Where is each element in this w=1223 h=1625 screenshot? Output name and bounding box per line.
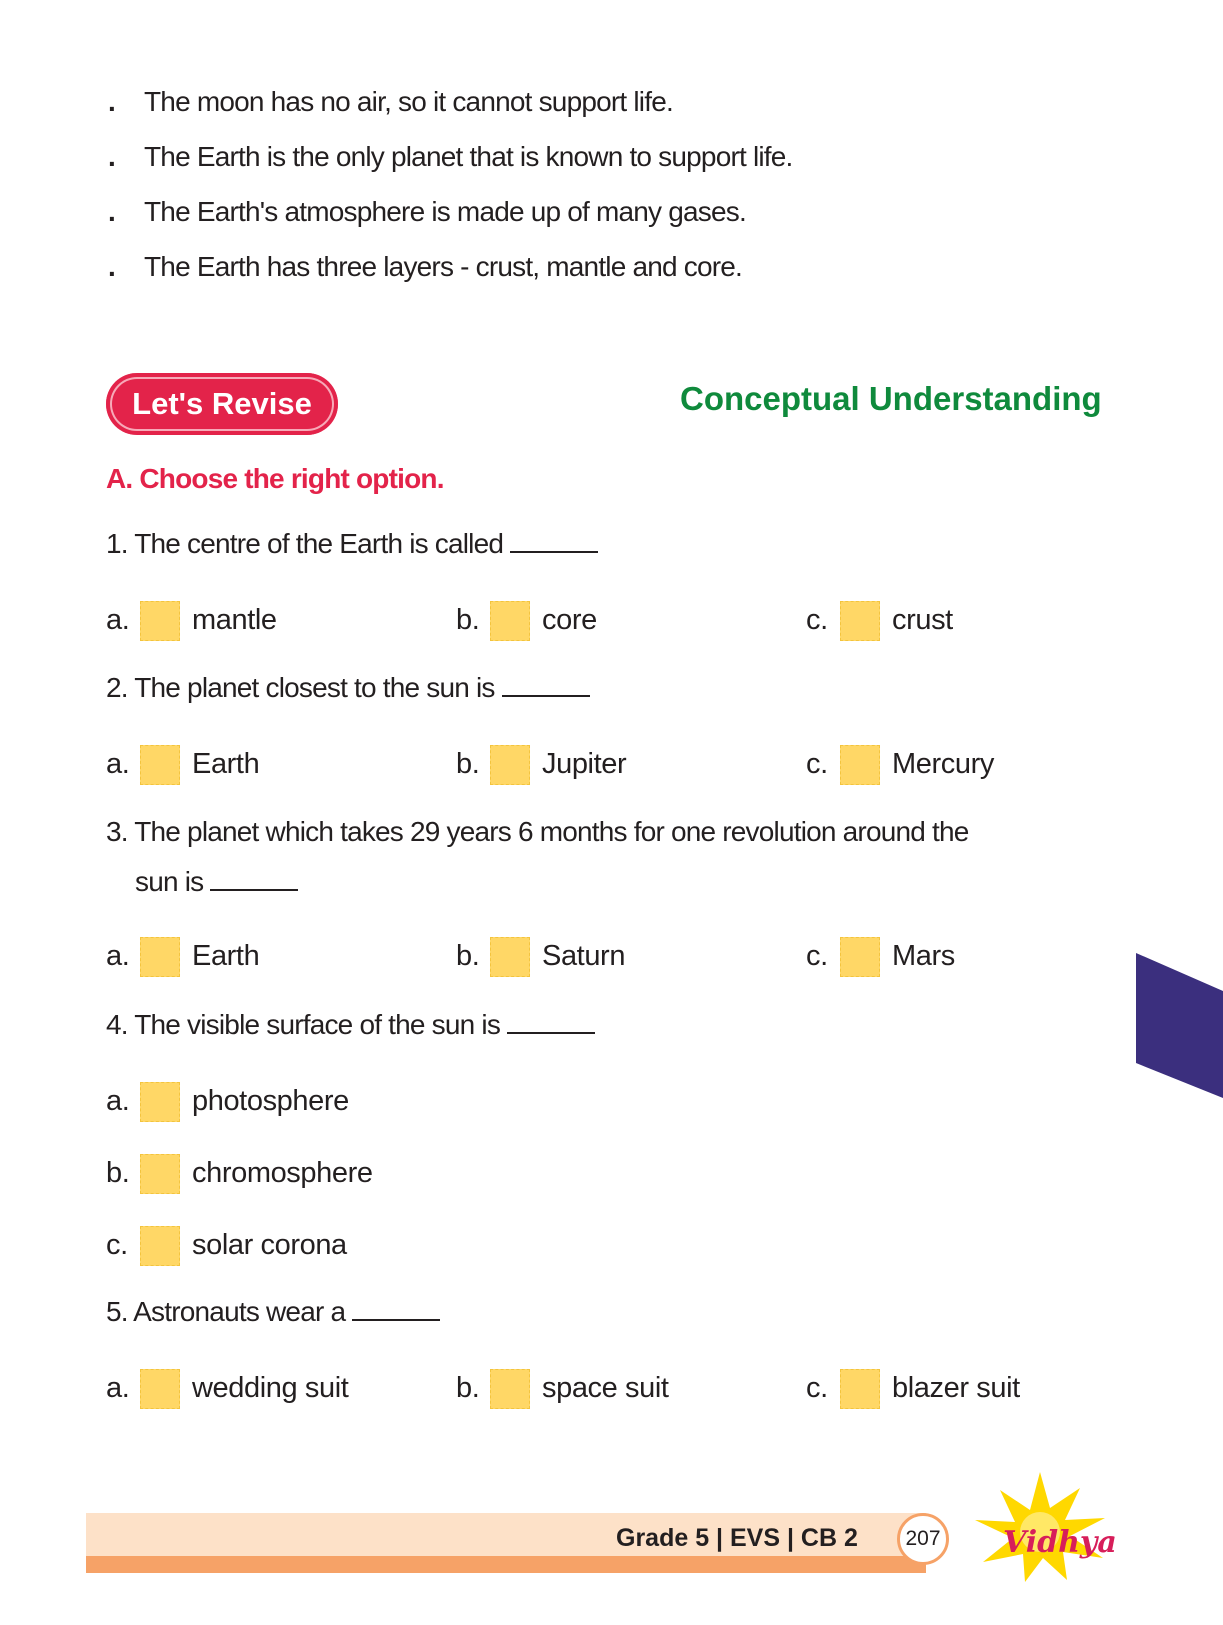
option-5a[interactable] [106, 1366, 348, 1410]
option-4b[interactable] [106, 1151, 373, 1195]
side-tab-marker [1136, 953, 1223, 1098]
option-text: space suit [542, 1372, 669, 1404]
option-text: wedding suit [192, 1372, 349, 1404]
bullet-item [108, 141, 793, 173]
checkbox[interactable] [840, 1369, 880, 1409]
checkbox[interactable] [140, 601, 180, 641]
question-5 [106, 1287, 440, 1337]
checkbox[interactable] [490, 937, 530, 977]
option-text: chromosphere [192, 1157, 373, 1189]
bullet-item [108, 251, 742, 283]
section-title: A. Choose the right option. [106, 463, 444, 494]
option-3c[interactable] [806, 934, 955, 978]
checkbox[interactable] [140, 745, 180, 785]
option-letter: c. [806, 604, 828, 636]
option-5b[interactable] [456, 1366, 669, 1410]
answer-blank [502, 675, 590, 697]
option-letter: b. [456, 1372, 480, 1404]
question-2 [106, 663, 590, 713]
option-letter: a. [106, 604, 130, 636]
option-text: blazer suit [892, 1372, 1020, 1404]
bullet-text: The Earth is the only planet that is known to support life. [144, 141, 793, 172]
question-text: 1. The centre of the Earth is called [106, 528, 504, 559]
question-text: 4. The visible surface of the sun is [106, 1009, 501, 1040]
option-text: Jupiter [542, 748, 627, 780]
checkbox[interactable] [140, 937, 180, 977]
badge-label: Let's Revise [132, 386, 312, 421]
option-text: photosphere [192, 1085, 349, 1117]
bullet-marker: . [108, 141, 115, 172]
checkbox[interactable] [840, 937, 880, 977]
bullet-text: The Earth's atmosphere is made up of many gases. [144, 196, 746, 227]
checkbox[interactable] [140, 1154, 180, 1194]
option-1c[interactable] [806, 598, 953, 642]
question-4 [106, 1000, 595, 1050]
question-text: 3. The planet which takes 29 years 6 months for one revolution around the [106, 816, 969, 847]
option-text: Saturn [542, 940, 626, 972]
checkbox[interactable] [490, 745, 530, 785]
bullet-text: The moon has no air, so it cannot support life. [144, 86, 673, 117]
option-letter: c. [806, 748, 828, 780]
option-text: mantle [192, 604, 277, 636]
answer-blank [352, 1299, 440, 1321]
lets-revise-badge [106, 373, 338, 435]
option-3b[interactable] [456, 934, 625, 978]
option-text: solar corona [192, 1229, 347, 1261]
option-letter: c. [106, 1229, 128, 1261]
option-text: crust [892, 604, 953, 636]
option-1b[interactable] [456, 598, 597, 642]
option-letter: a. [106, 940, 130, 972]
checkbox[interactable] [140, 1226, 180, 1266]
page-number: 207 [897, 1513, 949, 1565]
option-text: Mars [892, 940, 955, 972]
option-letter: b. [456, 748, 480, 780]
option-text: Earth [192, 748, 260, 780]
footer-label: Grade 5 | EVS | CB 2 [616, 1524, 858, 1552]
option-3a[interactable] [106, 934, 259, 978]
bullet-marker: . [108, 251, 115, 282]
option-letter: b. [456, 940, 480, 972]
option-2b[interactable] [456, 742, 626, 786]
checkbox[interactable] [840, 745, 880, 785]
option-letter: a. [106, 748, 130, 780]
bullet-marker: . [108, 196, 115, 227]
option-letter: b. [456, 604, 480, 636]
option-letter: a. [106, 1372, 130, 1404]
option-text: core [542, 604, 597, 636]
vidhya-logo [955, 1470, 1125, 1585]
option-letter: a. [106, 1085, 130, 1117]
checkbox[interactable] [840, 601, 880, 641]
option-letter: c. [806, 940, 828, 972]
answer-blank [507, 1012, 595, 1034]
option-5c[interactable] [806, 1366, 1020, 1410]
bullet-item [108, 86, 673, 118]
conceptual-understanding-heading: Conceptual Understanding [680, 380, 1102, 417]
option-1a[interactable] [106, 598, 277, 642]
logo-text: Vidhya [1003, 1525, 1117, 1560]
question-3 [106, 807, 969, 907]
question-text: 2. The planet closest to the sun is [106, 672, 495, 703]
bullet-marker: . [108, 86, 115, 117]
answer-blank [210, 869, 298, 891]
checkbox[interactable] [490, 601, 530, 641]
option-letter: b. [106, 1157, 130, 1189]
checkbox[interactable] [140, 1369, 180, 1409]
answer-blank [510, 531, 598, 553]
question-text-cont: sun is [135, 866, 204, 897]
option-text: Mercury [892, 748, 994, 780]
bullet-text: The Earth has three layers - crust, mantle and core. [144, 251, 743, 282]
option-4a[interactable] [106, 1079, 349, 1123]
question-1 [106, 519, 598, 569]
option-2c[interactable] [806, 742, 994, 786]
checkbox[interactable] [140, 1082, 180, 1122]
option-text: Earth [192, 940, 260, 972]
option-2a[interactable] [106, 742, 259, 786]
question-text: 5. Astronauts wear a [106, 1296, 346, 1327]
option-letter: c. [806, 1372, 828, 1404]
option-4c[interactable] [106, 1223, 347, 1267]
bullet-item [108, 196, 746, 228]
checkbox[interactable] [490, 1369, 530, 1409]
